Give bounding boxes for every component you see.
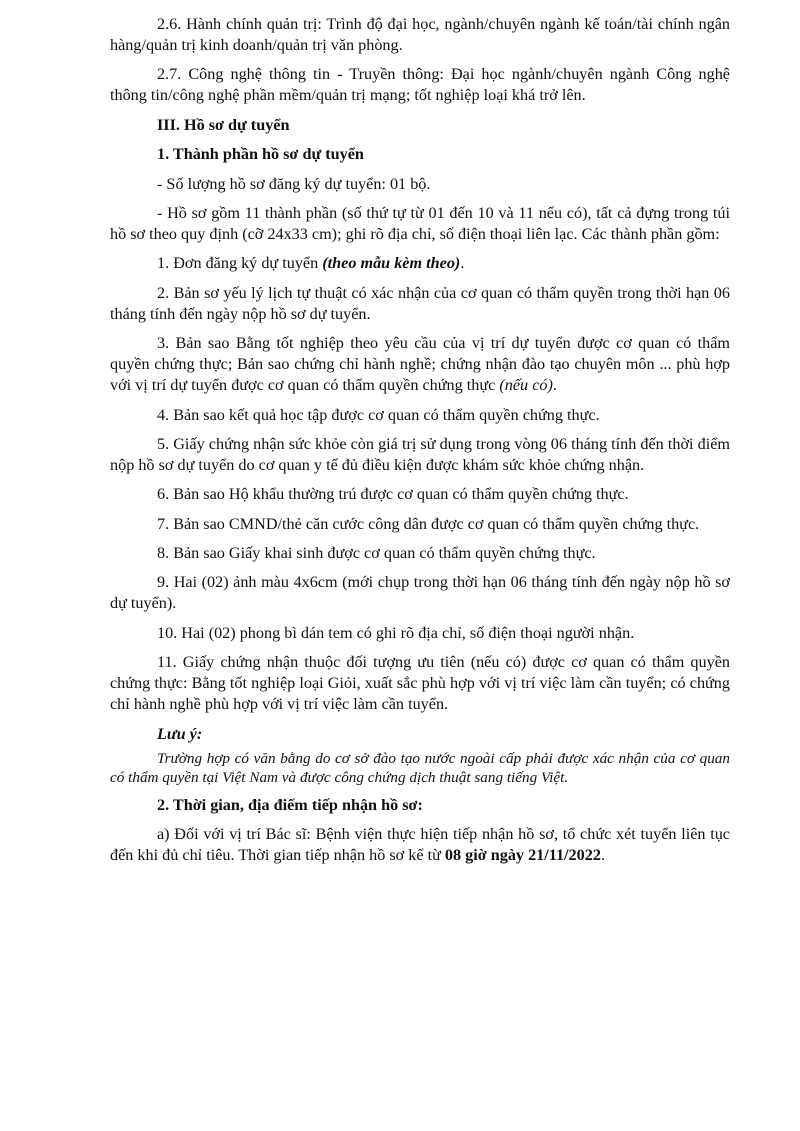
paragraph-2-7: 2.7. Công nghệ thông tin - Truyền thông: Đại học ngành/chuyên ngành Công nghệ thông tin/công nghệ phần mềm/quản trị mạng; tốt nghiệp loại khá trở lên. — [110, 65, 730, 105]
list-item-3-text: 3. Bản sao Bằng tốt nghiệp theo yêu cầu của vị trí dự tuyển được cơ quan có thẩm quyền chứng thực; Bản sao chứng chỉ hành nghề; chứng nhận đào tạo chuyên môn ... phù hợp với vị trí dự tuyển được cơ quan có thẩm quyền chứng thực — [110, 334, 730, 395]
paragraph-count: - Số lượng hồ sơ đăng ký dự tuyển: 01 bộ. — [157, 174, 431, 193]
paragraph-includes: - Hồ sơ gồm 11 thành phần (số thứ tự từ 01 đến 10 và 11 nếu có), tất cả đựng trong túi hồ sơ theo quy định (cỡ 24x33 cm); ghi rõ địa chỉ, số điện thoại liên lạc. Các thành phần gồm: — [110, 203, 730, 243]
list-item-1 — [110, 253, 730, 274]
subheading-2: 2. Thời gian, địa điểm tiếp nhận hồ sơ: — [157, 796, 423, 815]
list-item-7: 7. Bản sao CMND/thẻ căn cước công dân được cơ quan có thẩm quyền chứng thực. — [157, 514, 700, 533]
paragraph-a-date: 08 giờ ngày 21/11/2022 — [444, 846, 601, 865]
note-body: Trường hợp có văn bằng do cơ sở đào tạo nước ngoài cấp phải được xác nhận của cơ quan có thẩm quyền tại Việt Nam và được công chứng dịch thuật sang tiếng Việt. — [110, 749, 730, 786]
list-item-3-end: . — [552, 376, 557, 395]
subheading-1: 1. Thành phần hồ sơ dự tuyển — [157, 145, 364, 164]
paragraph-a — [110, 824, 730, 866]
note-label: Lưu ý: — [157, 724, 203, 743]
list-item-4: 4. Bản sao kết quả học tập được cơ quan có thẩm quyền chứng thực. — [157, 405, 600, 424]
section-heading-iii: III. Hồ sơ dự tuyển — [157, 115, 290, 134]
list-item-1-emphasis: (theo mẫu kèm theo) — [322, 254, 461, 273]
list-item-8: 8. Bản sao Giấy khai sinh được cơ quan có thẩm quyền chứng thực. — [157, 544, 596, 563]
list-item-1-end: . — [460, 254, 465, 273]
paragraph-a-text: a) Đối với vị trí Bác sĩ: Bệnh viện thực hiện tiếp nhận hồ sơ, tổ chức xét tuyển liên tục đến khi đủ chỉ tiêu. Thời gian tiếp nhận hồ sơ kể từ — [110, 825, 730, 865]
list-item-5: 5. Giấy chứng nhận sức khỏe còn giá trị sử dụng trong vòng 06 tháng tính đến thời điểm nộp hồ sơ dự tuyển do cơ quan y tế đủ điều kiện được khám sức khỏe chứng nhận. — [110, 434, 730, 474]
list-item-6: 6. Bản sao Hộ khẩu thường trú được cơ quan có thẩm quyền chứng thực. — [157, 485, 629, 504]
list-item-2: 2. Bản sơ yếu lý lịch tự thuật có xác nhận của cơ quan có thẩm quyền trong thời hạn 06 tháng tính đến ngày nộp hồ sơ dự tuyển. — [110, 283, 730, 323]
list-item-9: 9. Hai (02) ảnh màu 4x6cm (mới chụp trong thời hạn 06 tháng tính đến ngày nộp hồ sơ dự tuyển). — [110, 573, 730, 613]
list-item-11: 11. Giấy chứng nhận thuộc đối tượng ưu tiên (nếu có) được cơ quan có thẩm quyền chứng thực: Bằng tốt nghiệp loại Giỏi, xuất sắc phù hợp với vị trí việc làm cần tuyển; có chứng chỉ hành nghề phù hợp với vị trí việc làm cần tuyển. — [110, 653, 730, 714]
list-item-1-text: 1. Đơn đăng ký dự tuyển — [157, 254, 323, 273]
paragraph-2-6: 2.6. Hành chính quản trị: Trình độ đại học, ngành/chuyên ngành kế toán/tài chính ngân hàng/quản trị kinh doanh/quản trị văn phòng. — [110, 15, 730, 54]
list-item-10: 10. Hai (02) phong bì dán tem có ghi rõ địa chỉ, số điện thoại người nhận. — [157, 623, 635, 642]
paragraph-a-end: . — [600, 846, 605, 865]
list-item-3 — [110, 333, 730, 396]
list-item-3-emphasis: (nếu có) — [499, 376, 553, 395]
